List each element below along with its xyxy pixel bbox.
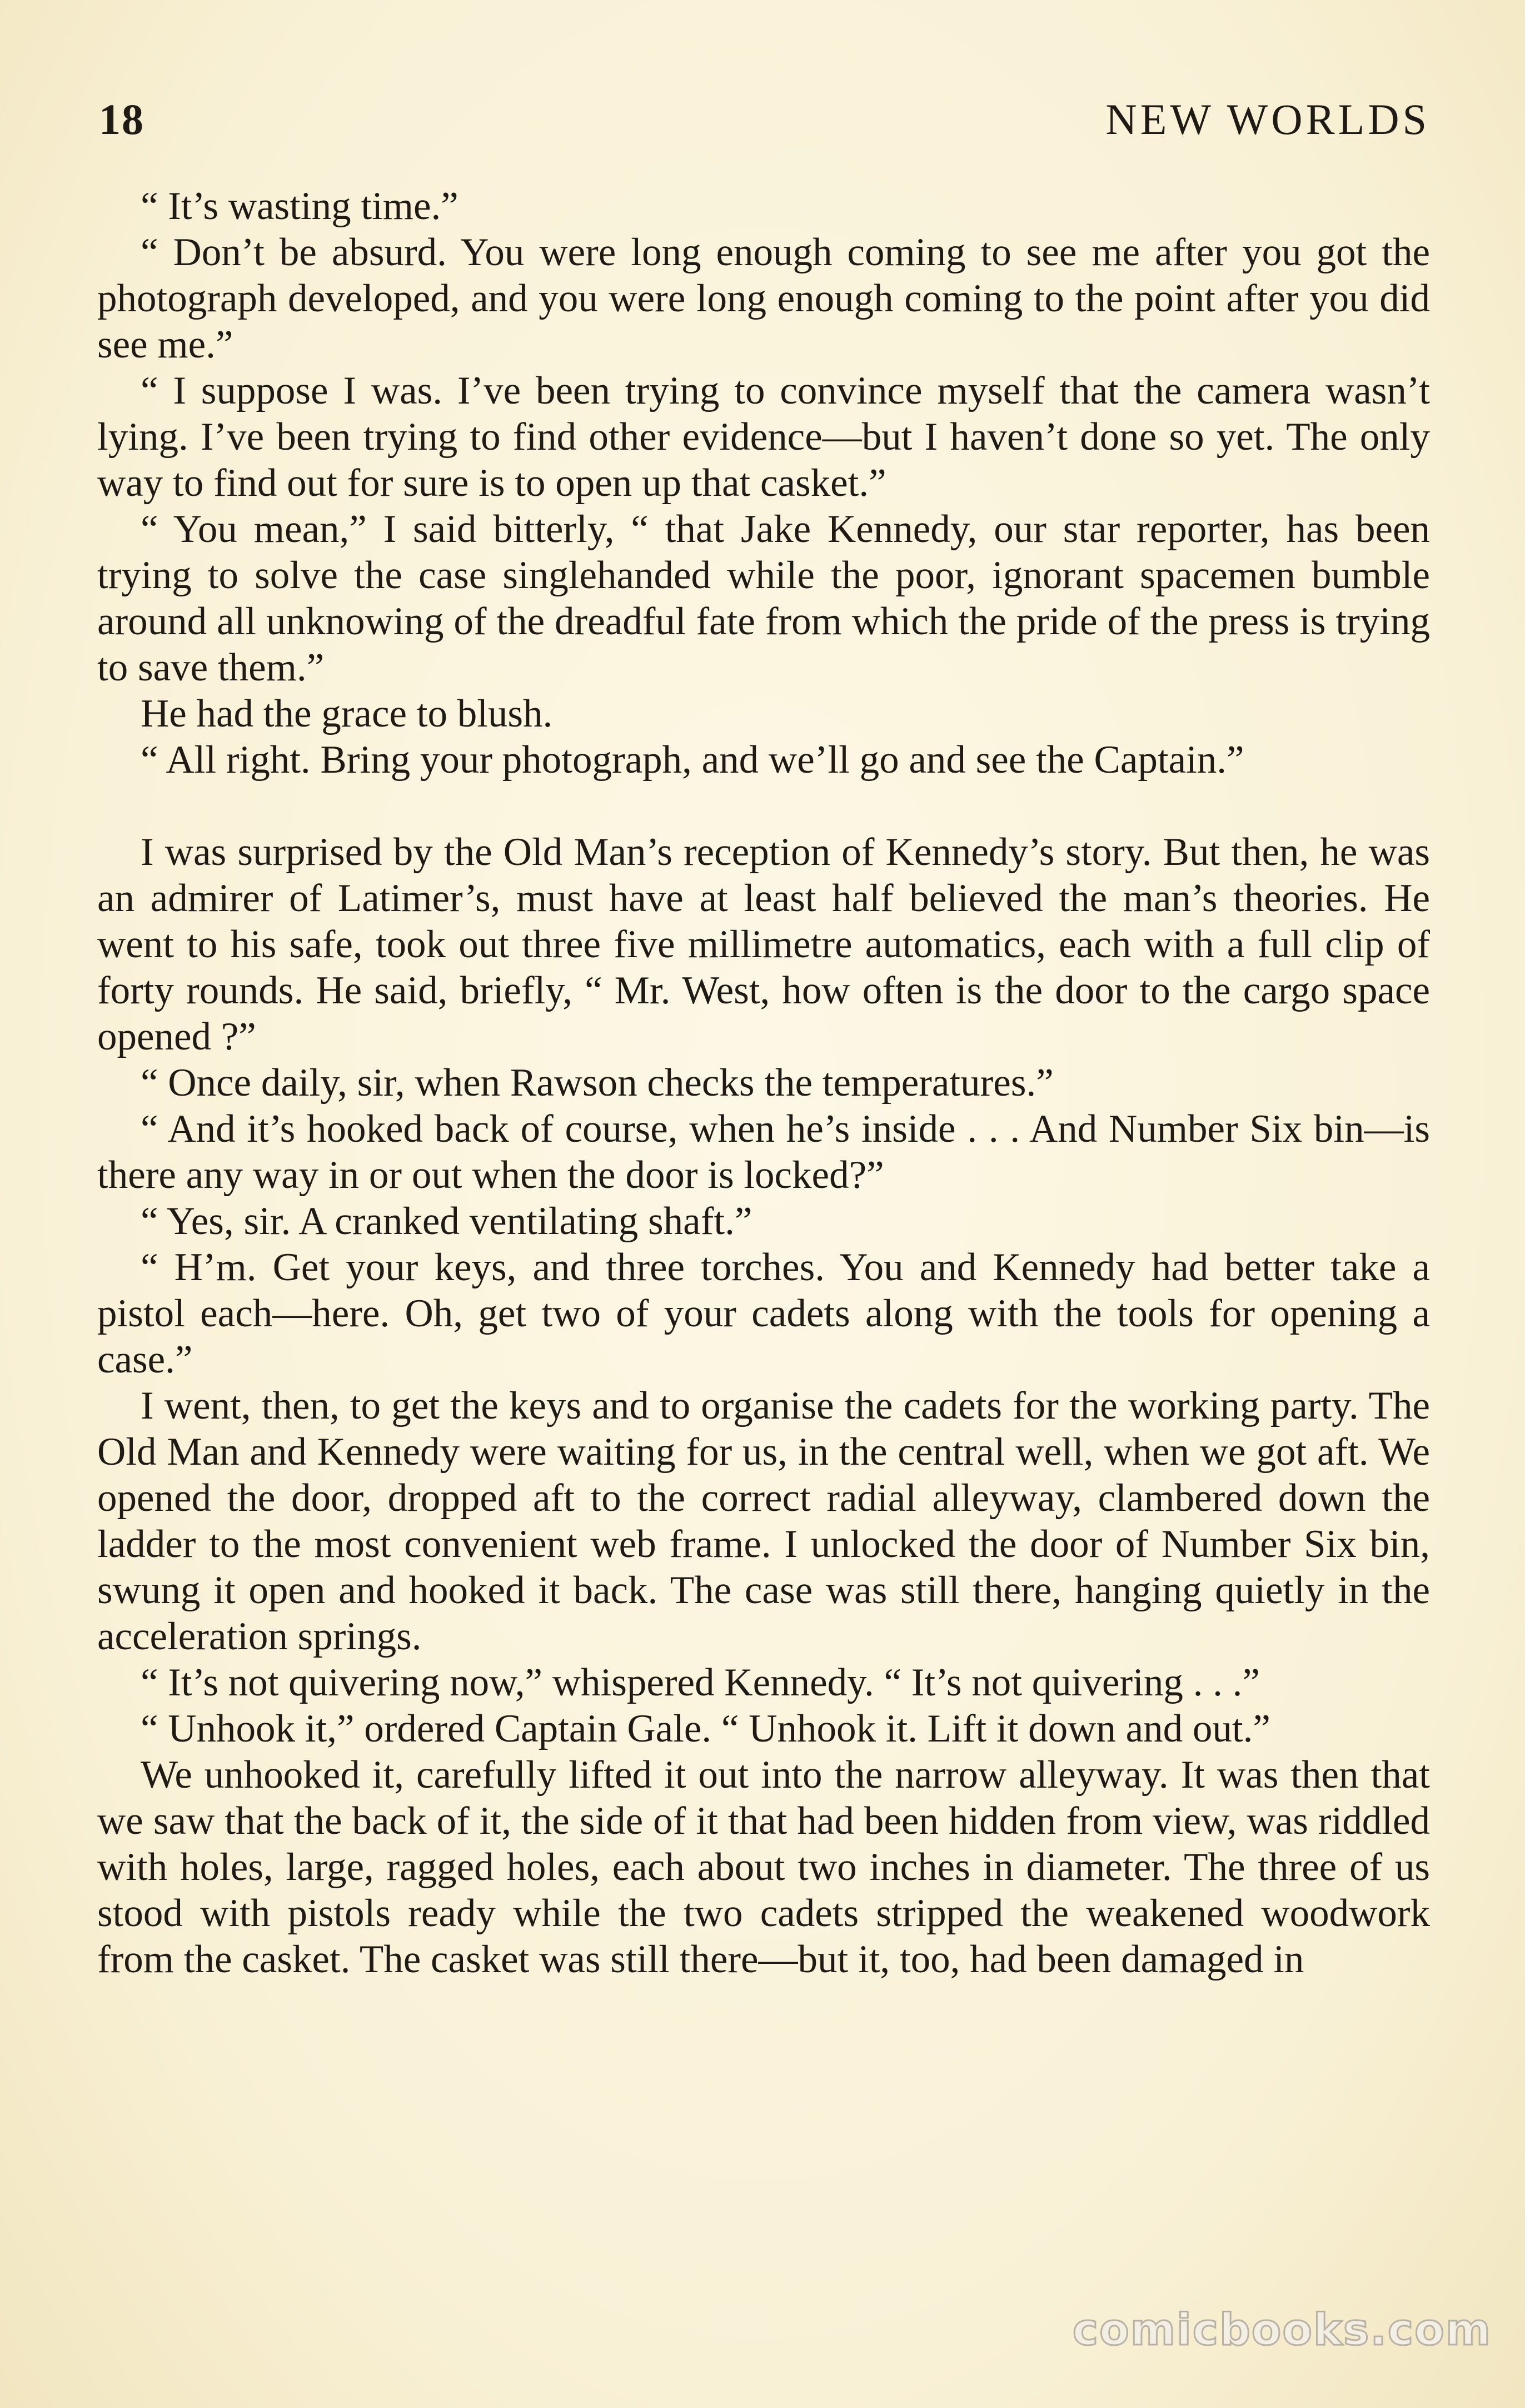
paragraph: “ Unhook it,” ordered Captain Gale. “ Unhook it. Lift it down and out.” — [141, 1707, 1270, 1750]
page-number: 18 — [99, 95, 144, 143]
paragraph: “ H’m. Get your keys, and three torches. You and Kennedy had better take a pistol each—here. Oh, get two of your cadets along with the tools for opening a case.” — [97, 1246, 1430, 1381]
paragraph: “ It’s not quivering now,” whispered Kennedy. “ It’s not quivering . . .” — [141, 1661, 1260, 1704]
body-text — [97, 183, 1430, 1983]
paragraph: “ Yes, sir. A cranked ventilating shaft.” — [141, 1200, 752, 1243]
watermark: comicbooks.com — [1072, 2305, 1492, 2355]
paragraph: I went, then, to get the keys and to organise the cadets for the working party. The Old Man and Kennedy were waiting for us, in the central well, when we got aft. We opened the door, dropped aft to the correct radial alleyway, clambered down the ladder to the most convenient web frame. I unlocked the door of Number Six bin, swung it open and hooked it back. The case was still there, hanging quietly in the acceleration springs. — [97, 1384, 1430, 1658]
paragraph: “ You mean,” I said bitterly, “ that Jake Kennedy, our star reporter, has been trying to solve the case singlehanded while the poor, ignorant spacemen bumble around all unknowing of the dreadful fate from which the pride of the press is trying to save them.” — [97, 508, 1430, 689]
paragraph: “ I suppose I was. I’ve been trying to convince myself that the camera wasn’t lying. I’ve been trying to find other evidence—but I haven’t done so yet. The only way to find out for sure is to open up that casket.” — [97, 369, 1430, 505]
running-head: NEW WORLDS — [1105, 95, 1430, 143]
paragraph: We unhooked it, carefully lifted it out into the narrow alleyway. It was then that we saw that the back of it, the side of it that had been hidden from view, was riddled with holes, large, ragged holes, each about two inches in diameter. The three of us stood with pistols ready while the two cadets stripped the weakened woodwork from the casket. The casket was still there—but it, too, had been damaged in — [97, 1753, 1430, 1981]
paragraph: “ Once daily, sir, when Rawson checks the temperatures.” — [141, 1061, 1054, 1105]
page-header — [99, 89, 1430, 150]
paragraph: “ It’s wasting time.” — [141, 185, 459, 228]
paragraph: I was surprised by the Old Man’s reception of Kennedy’s story. But then, he was an admirer of Latimer’s, must have at least half believed the man’s theories. He went to his safe, took out three five millimetre automatics, each with a full clip of forty rounds. He said, briefly, “ Mr. West, how often is the door to the cargo space opened ?” — [97, 830, 1430, 1058]
paragraph: “ Don’t be absurd. You were long enough coming to see me after you got the photograph developed, and you were long enough coming to the point after you did see me.” — [97, 231, 1430, 366]
paragraph: “ And it’s hooked back of course, when he’s inside . . . And Number Six bin—is there any way in or out when the door is locked?” — [97, 1107, 1430, 1197]
paragraph: “ All right. Bring your photograph, and we’ll go and see the Captain.” — [141, 738, 1244, 782]
paragraph: He had the grace to blush. — [141, 692, 553, 735]
section-break — [97, 783, 1430, 829]
